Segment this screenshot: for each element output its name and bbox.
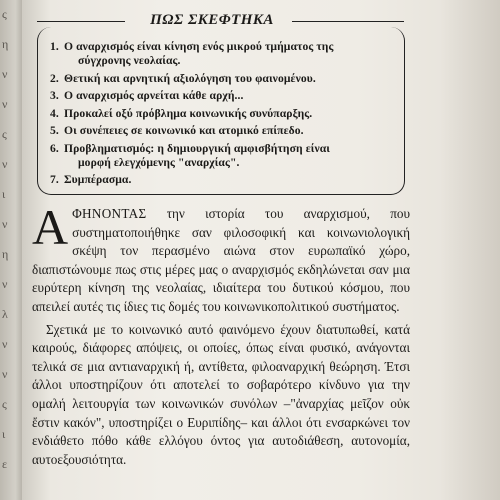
- prev-page-glyph: ι: [2, 187, 6, 201]
- outline-item: [50, 107, 390, 121]
- paragraph-1: [32, 199, 410, 317]
- outline-item-number: 6.: [50, 141, 59, 155]
- section-heading: ΠΩΣ ΣΚΕΦΤΗΚΑ: [150, 12, 274, 28]
- outline-item-text: Συμπέρασμα.: [64, 173, 132, 187]
- first-word: ΦΗΝΟΝΤΑΣ: [72, 206, 147, 221]
- paragraph-1-text: την ιστορία του αναρχισμού, που συστηματοποιήθηκε σαν φιλοσοφική και κοινωνιολογική σκέψη τον περασμένο αιώνα στον ευρωπαϊκό χώρο, διαπιστώνουμε πως στις μέρες μας ο αναρχισμός εκδηλώνεται σαν μια ευρύτερη κίνηση της νεολαίας, ιδιαίτερα του δυτικού κόσμου, που απειλεί αυτές τις ίδιες τις δομές του κοινωνικοπολιτικού συστήματος.: [32, 206, 410, 314]
- outline-item-text: Ο αναρχισμός αρνείται κάθε αρχή...: [64, 89, 244, 103]
- outline-item-number: 4.: [50, 106, 59, 120]
- outline-item: [50, 173, 390, 187]
- prev-page-glyph: η: [2, 247, 9, 261]
- body-text: [32, 199, 410, 469]
- outline-item-text: Προβληματισμός: η δημιουργική αμφισβήτηση είναι: [64, 141, 331, 155]
- prev-page-glyph: ς: [2, 127, 7, 141]
- prev-page-glyph: ν: [2, 97, 8, 111]
- outline-item-number: 2.: [50, 71, 59, 85]
- outline-item: [50, 40, 390, 68]
- prev-page-glyph: λ: [2, 307, 8, 321]
- outline-item: [50, 72, 390, 86]
- outline-item-text: σύγχρονης νεολαίας.: [78, 54, 181, 68]
- outline-item: [50, 142, 390, 170]
- outline-item: [50, 89, 390, 103]
- outline-item-number: 3.: [50, 89, 59, 103]
- outline-item-text: Θετική και αρνητική αξιολόγηση του φαινομένου.: [64, 71, 316, 85]
- prev-page-glyph: ν: [2, 277, 8, 291]
- outline-item-number: 7.: [50, 173, 59, 187]
- previous-page-edge: [0, 0, 22, 500]
- prev-page-glyph: ν: [2, 217, 8, 231]
- outline-item-text: Προκαλεί οξύ πρόβλημα κοινωνικής συνύπαρξης.: [64, 106, 313, 120]
- prev-page-glyph: ν: [2, 337, 8, 351]
- prev-page-glyph: ς: [2, 397, 7, 411]
- outline-item-text: μορφή ελεγχόμενης "αναρχίας".: [78, 155, 240, 169]
- outline-item-text: Ο αναρχισμός είναι κίνηση ενός μικρού τμήματος της: [64, 40, 334, 53]
- prev-page-glyph: ι: [2, 427, 6, 441]
- outline-item-number: 1.: [50, 40, 59, 53]
- prev-page-glyph: ν: [2, 157, 8, 171]
- dropcap: Α: [32, 199, 69, 255]
- outline-list: [50, 40, 390, 191]
- outline-item: [50, 124, 390, 138]
- outline-item-number: 5.: [50, 124, 59, 138]
- paragraph-2: Σχετικά με το κοινωνικό αυτό φαινόμενο έχουν διατυπωθεί, κατά καιρούς, διάφορες απόψεις, οι οποίες, όπως είναι φυσικό, ανάγονται τελικά σε μια αντιαναρχική ή, αντίθετα, φιλοαναρχική θεώρηση. Έτσι άλλοι υποστηρίζουν ότι αποτελεί το σοβαρότερο κίνδυνο για την ομαλή λειτουργία των κοινωνικών συνόλων –"ἀναρχίας μεῖζον οὐκ ἔστιν κακόν", υποστηρίζει ο Ευριπίδης– και άλλοι ότι ενσαρκώνει τον ενδιάθετο πόθο κάθε ελλόγου όντος για αυτοδιάθεση, αυτονομία, αυτοεξουσιότητα.: [32, 321, 410, 467]
- prev-page-glyph: ν: [2, 67, 8, 81]
- prev-page-glyph: ν: [2, 367, 8, 381]
- prev-page-glyph: ε: [2, 457, 8, 471]
- prev-page-glyph: ς: [2, 7, 7, 21]
- prev-page-glyph: η: [2, 37, 9, 51]
- outline-item-text: Οι συνέπειες σε κοινωνικό και ατομικό επίπεδο.: [64, 124, 304, 138]
